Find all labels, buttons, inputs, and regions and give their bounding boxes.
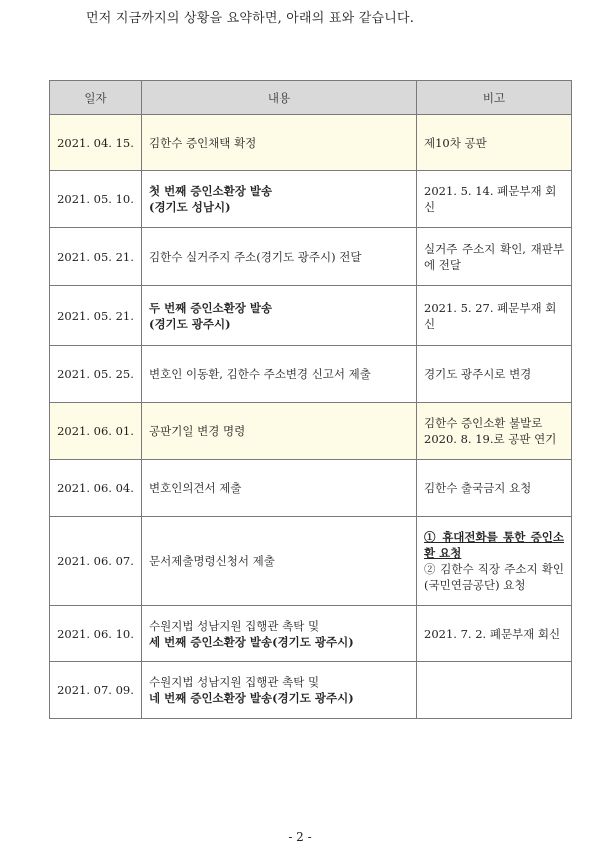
note-line: 김한수 증인소환 불발로	[424, 416, 543, 430]
table-row	[50, 346, 572, 403]
content-cell	[142, 171, 417, 228]
content-line: 변호인 이동환, 김한수 주소변경 신고서 제출	[149, 367, 371, 381]
content-cell	[142, 228, 417, 286]
note-line: ② 김한수 직장 주소지 확인(국민연금공단) 요청	[424, 562, 564, 592]
content-cell	[142, 606, 417, 662]
date-cell: 2021. 05. 10.	[50, 171, 142, 228]
date-cell: 2021. 05. 25.	[50, 346, 142, 403]
note-line: 2021. 7. 2. 폐문부재 회신	[424, 626, 561, 641]
content-line: 문서제출명령신청서 제출	[149, 554, 275, 568]
note-cell	[417, 228, 572, 286]
table-row	[50, 171, 572, 228]
note-line: 김한수 출국금지 요청	[424, 481, 532, 495]
note-cell	[417, 403, 572, 460]
header-date: 일자	[50, 81, 142, 115]
note-cell	[417, 346, 572, 403]
table-row	[50, 286, 572, 346]
note-line: 실거주 주소지 확인, 재판부에 전달	[424, 241, 564, 272]
header-note: 비고	[417, 81, 572, 115]
date-cell: 2021. 06. 04.	[50, 460, 142, 517]
table-header-row	[50, 81, 572, 115]
table-row	[50, 517, 572, 606]
table-row	[50, 115, 572, 171]
content-line: 수원지법 성남지원 집행관 촉탁 및	[149, 618, 320, 633]
content-line: 공판기일 변경 명령	[149, 424, 246, 438]
note-line: 제10차 공판	[424, 135, 487, 150]
content-line: (경기도 광주시)	[149, 316, 231, 331]
table-row	[50, 403, 572, 460]
content-cell	[142, 115, 417, 171]
date-cell: 2021. 06. 10.	[50, 606, 142, 662]
content-cell	[142, 460, 417, 517]
date-cell: 2021. 05. 21.	[50, 228, 142, 286]
note-line: 2020. 8. 19.로 공판 연기	[424, 432, 557, 446]
note-line: 2021. 5. 27. 폐문부재 회신	[424, 300, 557, 331]
page-number: - 2 -	[288, 830, 312, 844]
note-line: ① 휴대전화를 통한 증인소환 요청	[424, 530, 564, 560]
note-line: 2021. 5. 14. 폐문부재 회신	[424, 184, 557, 214]
note-cell	[417, 606, 572, 662]
note-line: 경기도 광주시로 변경	[424, 367, 532, 381]
date-cell: 2021. 07. 09.	[50, 662, 142, 719]
content-line: 두 번째 증인소환장 발송	[149, 300, 273, 315]
content-cell	[142, 403, 417, 460]
content-line: 네 번째 증인소환장 발송(경기도 광주시)	[149, 691, 354, 705]
note-cell	[417, 171, 572, 228]
intro-text: 먼저 지금까지의 상황을 요약하면, 아래의 표와 같습니다.	[86, 11, 415, 26]
date-cell: 2021. 06. 01.	[50, 403, 142, 460]
summary-table	[49, 80, 572, 719]
content-line: 세 번째 증인소환장 발송(경기도 광주시)	[149, 634, 354, 649]
table-row	[50, 606, 572, 662]
content-line: 김한수 증인채택 확정	[149, 135, 257, 150]
content-cell	[142, 286, 417, 346]
content-line: 김한수 실거주지 주소(경기도 광주시) 전달	[149, 249, 362, 264]
content-cell	[142, 662, 417, 719]
date-cell: 2021. 05. 21.	[50, 286, 142, 346]
table-row	[50, 662, 572, 719]
content-line: 수원지법 성남지원 집행관 촉탁 및	[149, 675, 320, 689]
content-line: (경기도 성남시)	[149, 200, 231, 214]
content-line: 변호인의견서 제출	[149, 481, 242, 495]
header-content: 내용	[142, 81, 417, 115]
content-cell	[142, 346, 417, 403]
note-cell	[417, 460, 572, 517]
content-line: 첫 번째 증인소환장 발송	[149, 184, 273, 198]
content-cell	[142, 517, 417, 606]
table-row	[50, 228, 572, 286]
table-row	[50, 460, 572, 517]
note-cell	[417, 517, 572, 606]
date-cell: 2021. 06. 07.	[50, 517, 142, 606]
note-cell	[417, 662, 572, 719]
date-cell: 2021. 04. 15.	[50, 115, 142, 171]
note-cell	[417, 286, 572, 346]
note-cell	[417, 115, 572, 171]
